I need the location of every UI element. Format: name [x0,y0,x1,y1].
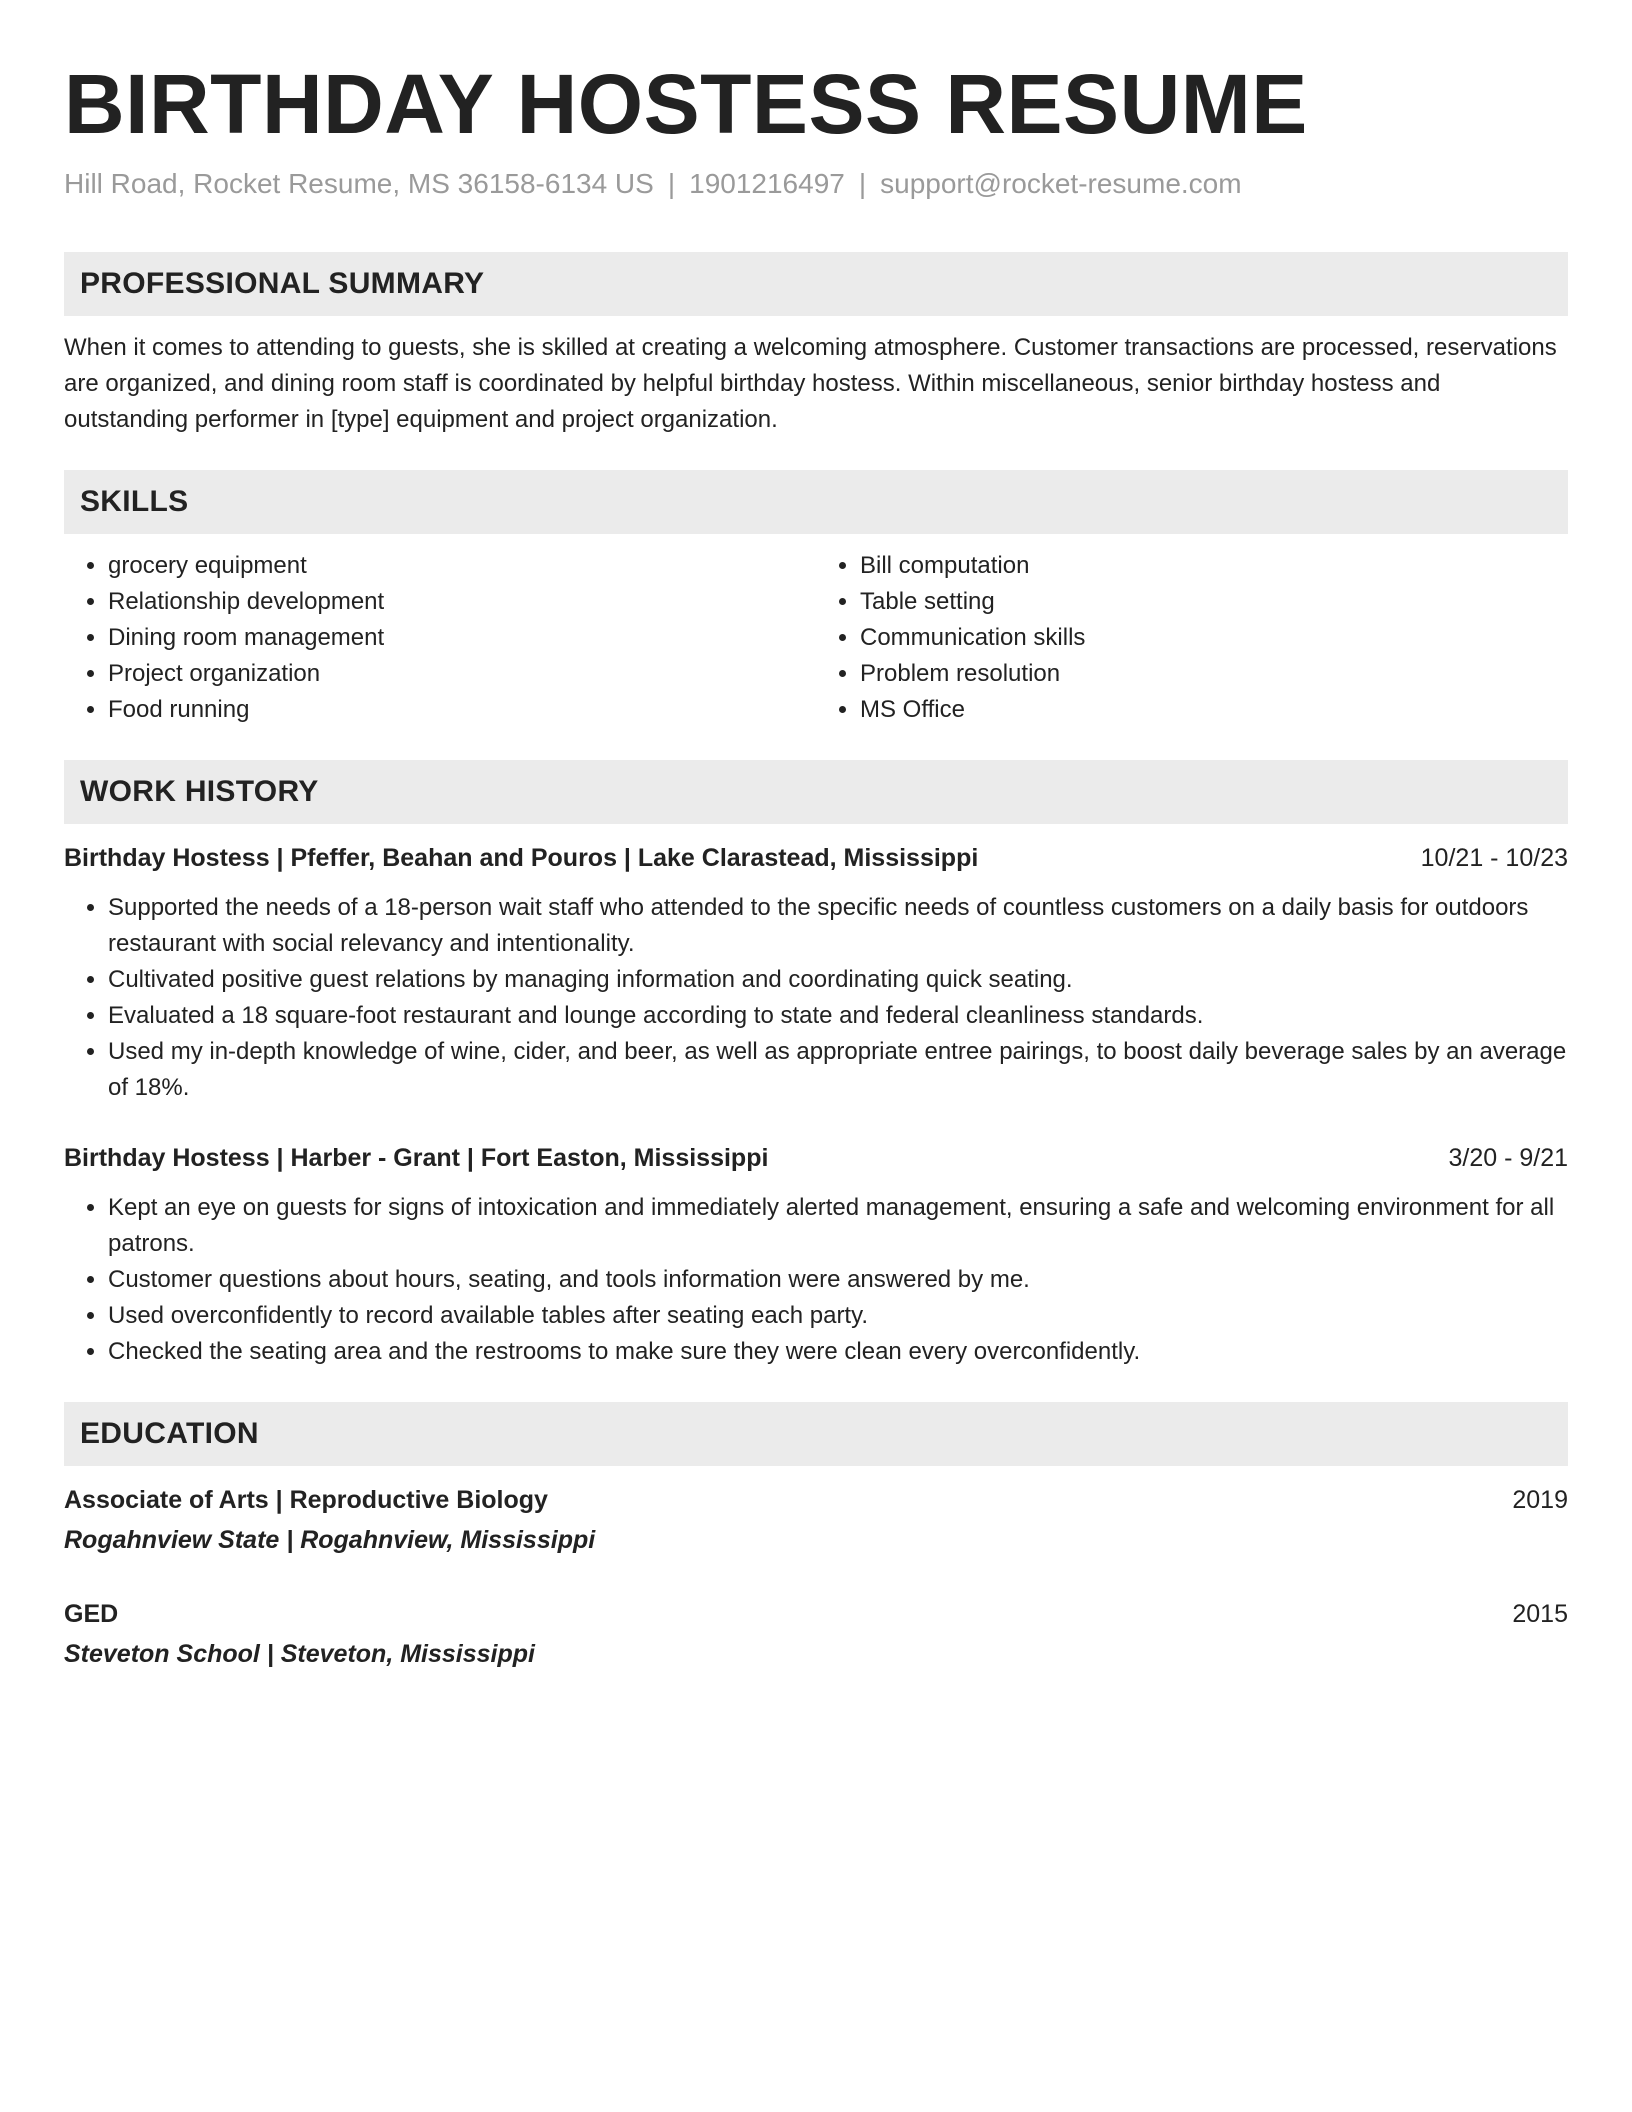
education-year: 2015 [1512,1600,1568,1628]
contact-address: Hill Road, Rocket Resume, MS 36158-6134 US [64,168,654,199]
summary-section [64,252,1568,438]
education-header [64,1482,1568,1518]
job-title: Birthday Hostess | Harber - Grant | Fort Easton, Mississippi [64,1144,769,1172]
education-section [64,1402,1568,1672]
skills-column-right [816,548,1568,728]
skill-item: • Table setting [860,584,1568,620]
skill-item: • Relationship development [108,584,816,620]
contact-line [64,166,1568,202]
work-history-heading: WORK HISTORY [64,760,1568,824]
skill-item: • grocery equipment [108,548,816,584]
education-entry [64,1596,1568,1672]
contact-separator: | [858,168,867,199]
skill-item: • Problem resolution [860,656,1568,692]
education-year: 2019 [1512,1486,1568,1514]
skill-item: • Project organization [108,656,816,692]
job-dates: 3/20 - 9/21 [1448,1144,1568,1172]
resume-title: BIRTHDAY HOSTESS RESUME [64,57,1308,151]
contact-email: support@rocket-resume.com [880,168,1242,199]
contact-phone: 1901216497 [689,168,845,199]
skill-item: • Communication skills [860,620,1568,656]
job-bullet: • Supported the needs of a 18-person wait staff who attended to the specific needs of countless customers on a daily basis for outdoors restaurant with social relevancy and intentionality. [108,890,1568,962]
job-bullet: • Evaluated a 18 square-foot restaurant and lounge according to state and federal cleanliness standards. [108,998,1568,1034]
skill-item: • MS Office [860,692,1568,728]
summary-heading: PROFESSIONAL SUMMARY [64,252,1568,316]
skills-grid [64,548,1568,728]
job-bullet: • Kept an eye on guests for signs of intoxication and immediately alerted management, ensuring a safe and welcoming environment for all patrons. [108,1190,1568,1262]
education-heading: EDUCATION [64,1402,1568,1466]
education-school: Steveton School | Steveton, Mississippi [64,1640,535,1668]
job-title: Birthday Hostess | Pfeffer, Beahan and Pouros | Lake Clarastead, Mississippi [64,844,979,872]
job-entry [64,1140,1568,1370]
job-bullets [64,1190,1568,1370]
job-header [64,1140,1568,1176]
education-header [64,1596,1568,1632]
work-history-section [64,760,1568,1370]
job-bullets [64,890,1568,1106]
job-bullet: • Used overconfidently to record available tables after seating each party. [108,1298,1568,1334]
job-dates: 10/21 - 10/23 [1420,844,1568,872]
skills-section [64,470,1568,728]
skills-column-left [64,548,816,728]
education-degree: Associate of Arts | Reproductive Biology [64,1486,548,1514]
education-school: Rogahnview State | Rogahnview, Mississippi [64,1526,596,1554]
education-degree: GED [64,1600,119,1628]
summary-text: When it comes to attending to guests, she is skilled at creating a welcoming atmosphere. Customer transactions are processed, reservations are organized, and dining room staff is coordinated by helpful birthday hostess. Within miscellaneous, senior birthday hostess and outstanding performer in [type] equipment and project organization. [64,334,1557,433]
job-entry [64,840,1568,1106]
job-bullet: • Customer questions about hours, seating, and tools information were answered by me. [108,1262,1568,1298]
contact-separator: | [667,168,676,199]
skill-item: • Bill computation [860,548,1568,584]
job-bullet: • Used my in-depth knowledge of wine, cider, and beer, as well as appropriate entree pairings, to boost daily beverage sales by an average of 18%. [108,1034,1568,1106]
job-bullet: • Checked the seating area and the restrooms to make sure they were clean every overconfidently. [108,1334,1568,1370]
skills-heading: SKILLS [64,470,1568,534]
job-bullet: • Cultivated positive guest relations by managing information and coordinating quick seating. [108,962,1568,998]
job-header [64,840,1568,876]
skill-item: • Dining room management [108,620,816,656]
skill-item: • Food running [108,692,816,728]
education-entry [64,1482,1568,1558]
